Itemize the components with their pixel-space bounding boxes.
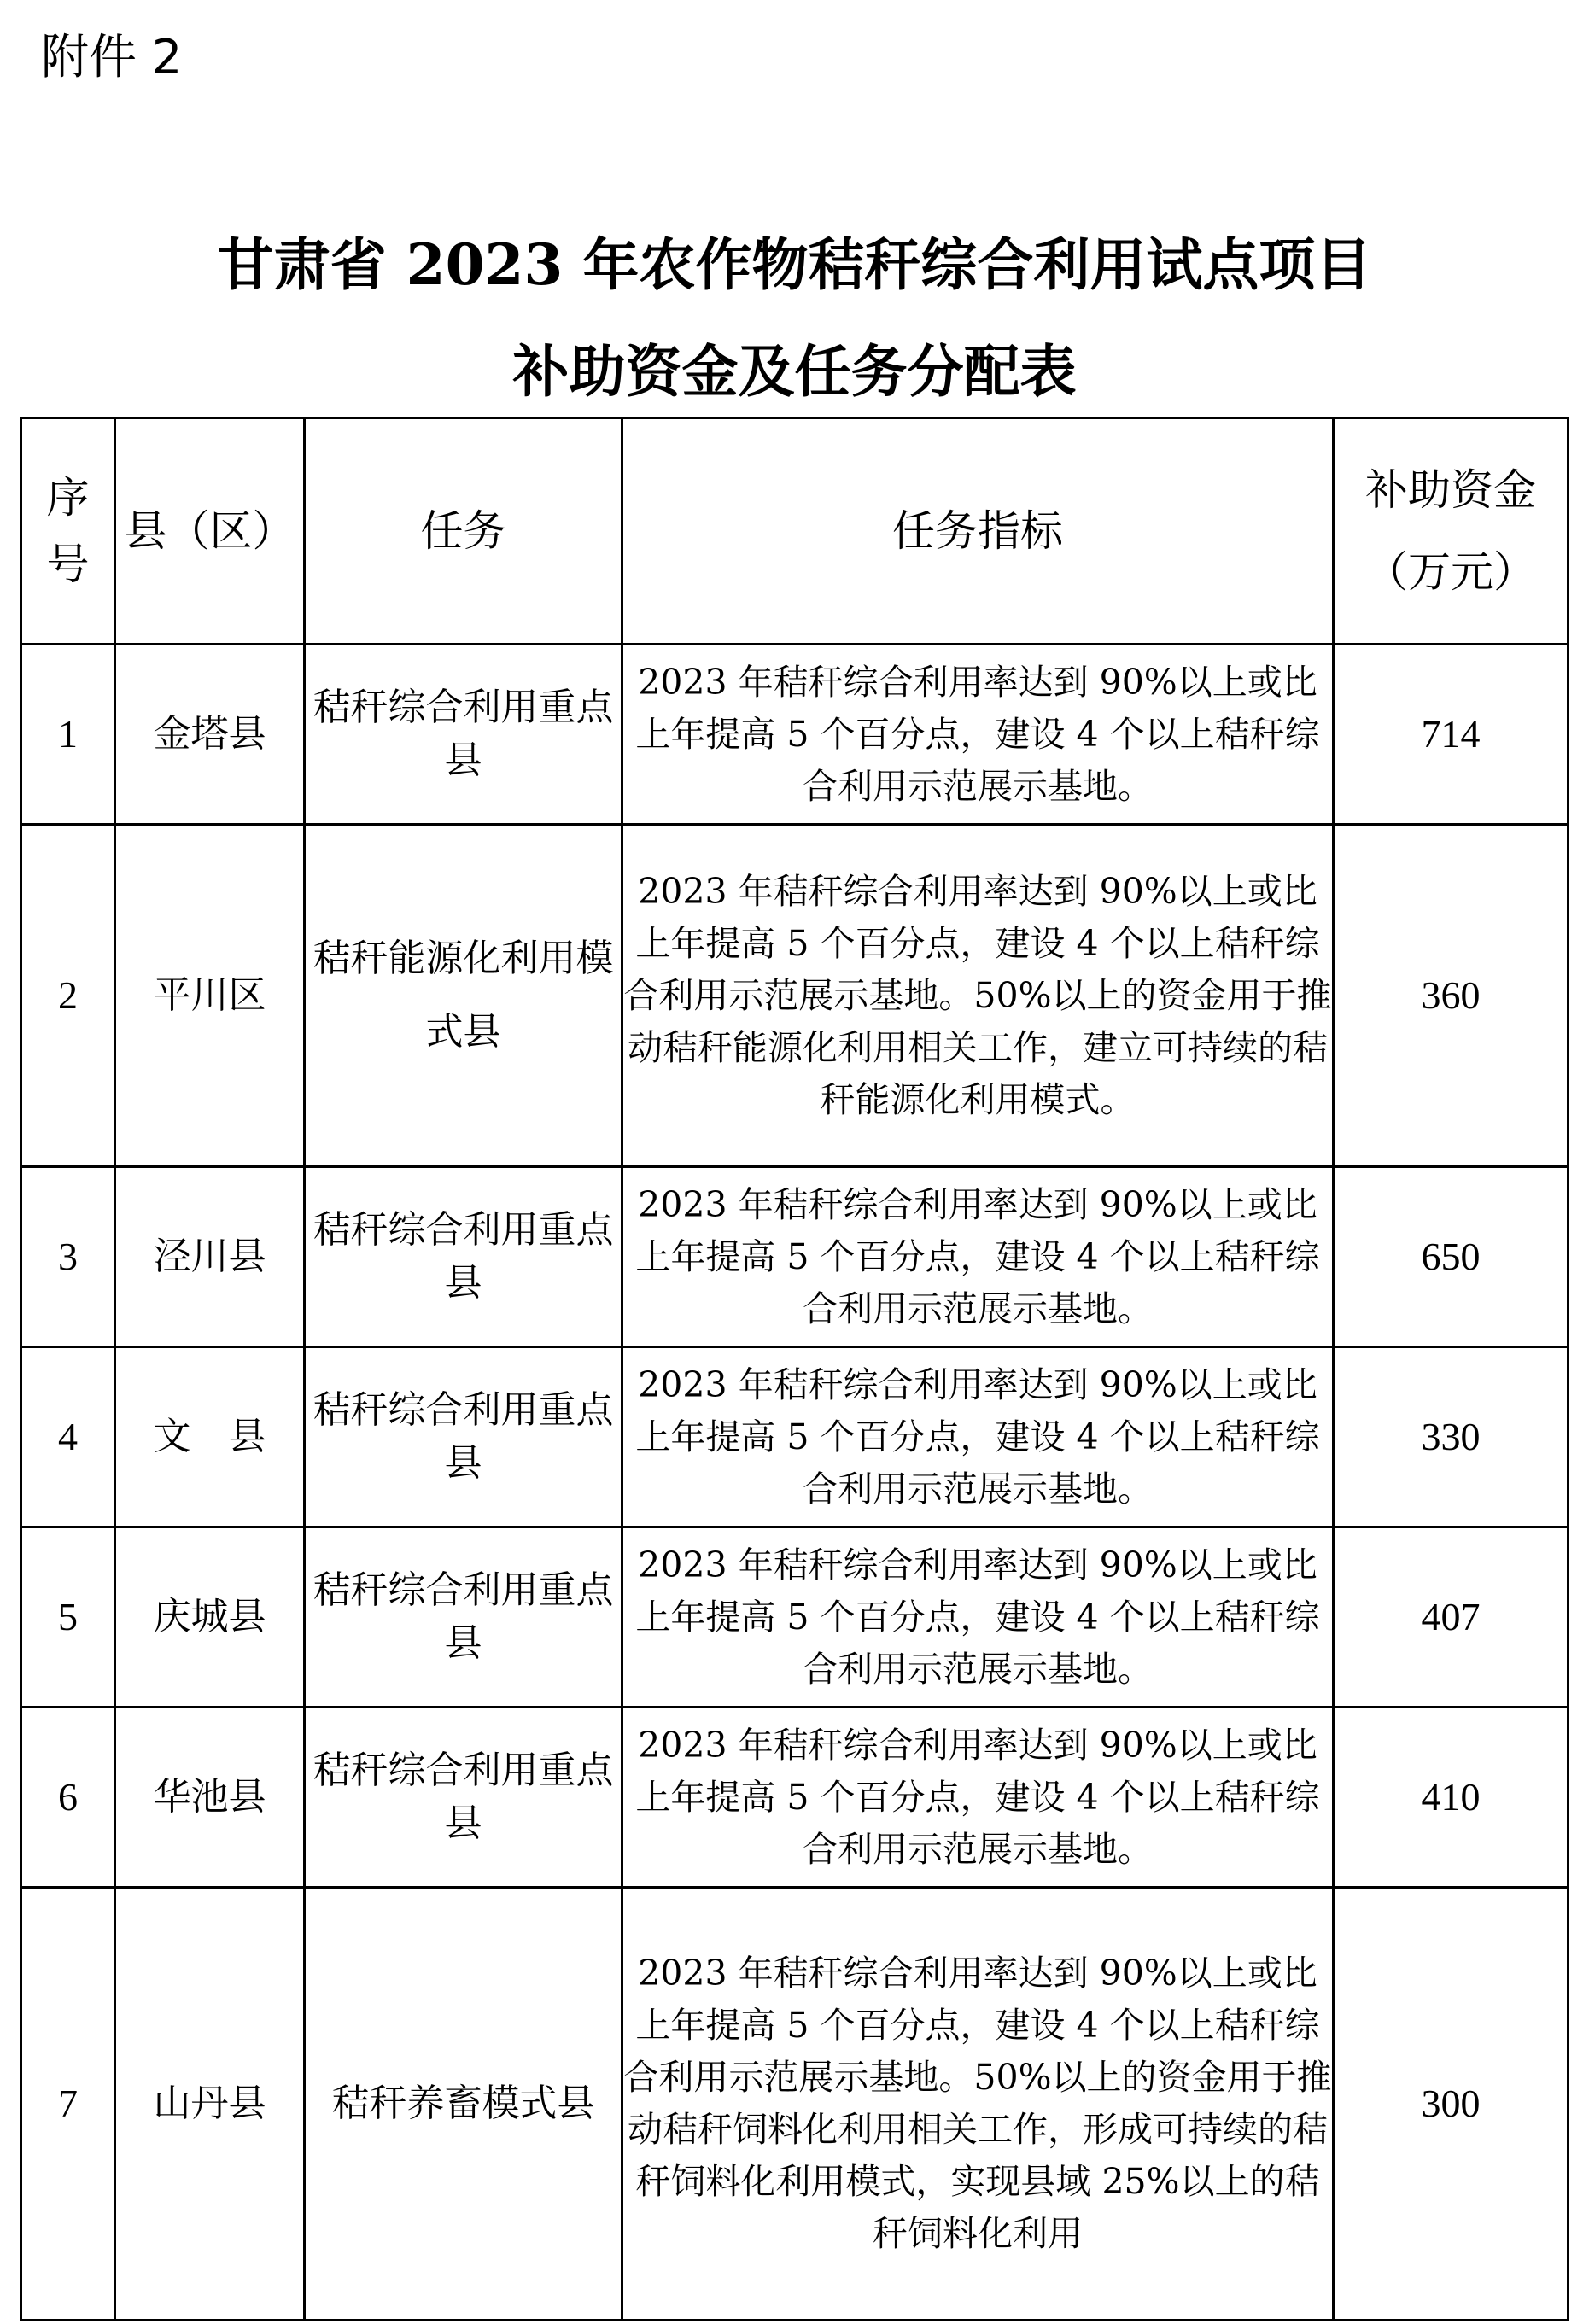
attachment-label: 附件 2 xyxy=(41,30,183,85)
cell-subsidy-fund: 300 xyxy=(1334,1888,1569,2321)
cell-indicator: 2023 年秸秆综合利用率达到 90%以上或比上年提高 5 个百分点，建设 4 个以上秸秆综合利用示范展示基地。 xyxy=(622,1527,1334,1708)
cell-subsidy-fund: 714 xyxy=(1334,645,1569,825)
header-serial-number-line-2: 号 xyxy=(46,540,90,589)
header-indicator: 任务指标 xyxy=(622,418,1334,645)
table-row xyxy=(21,825,1569,1167)
header-task: 任务 xyxy=(305,418,622,645)
cell-subsidy-fund: 360 xyxy=(1334,825,1569,1167)
document-title-line-1: 甘肃省 2023 年农作物秸秆综合利用试点项目 xyxy=(217,231,1372,298)
cell-subsidy-fund: 650 xyxy=(1334,1167,1569,1347)
cell-serial-number: 6 xyxy=(21,1708,115,1888)
header-serial-number xyxy=(21,418,115,645)
cell-county: 平川区 xyxy=(115,825,305,1167)
cell-serial-number: 1 xyxy=(21,645,115,825)
cell-serial-number: 4 xyxy=(21,1347,115,1527)
cell-county: 山丹县 xyxy=(115,1888,305,2321)
cell-subsidy-fund: 410 xyxy=(1334,1708,1569,1888)
table-row xyxy=(21,645,1569,825)
header-subsidy-fund-line-1: 补助资金 xyxy=(1365,465,1536,515)
cell-task: 秸秆综合利用重点县 xyxy=(305,1347,622,1527)
cell-serial-number: 5 xyxy=(21,1527,115,1708)
header-subsidy-fund-line-2: （万元） xyxy=(1365,547,1536,597)
cell-task: 秸秆综合利用重点县 xyxy=(305,645,622,825)
cell-serial-number: 2 xyxy=(21,825,115,1167)
cell-indicator: 2023 年秸秆综合利用率达到 90%以上或比上年提高 5 个百分点，建设 4 个以上秸秆综合利用示范展示基地。 xyxy=(622,1167,1334,1347)
cell-county: 华池县 xyxy=(115,1708,305,1888)
allocation-table xyxy=(20,417,1569,2321)
cell-indicator: 2023 年秸秆综合利用率达到 90%以上或比上年提高 5 个百分点，建设 4 个以上秸秆综合利用示范展示基地。 xyxy=(622,1347,1334,1527)
cell-subsidy-fund: 330 xyxy=(1334,1347,1569,1527)
table-header-row xyxy=(21,418,1569,645)
table-row xyxy=(21,1708,1569,1888)
header-serial-number-line-1: 序 xyxy=(46,473,90,523)
cell-serial-number: 3 xyxy=(21,1167,115,1347)
table-row xyxy=(21,1527,1569,1708)
cell-indicator: 2023 年秸秆综合利用率达到 90%以上或比上年提高 5 个百分点，建设 4 个以上秸秆综合利用示范展示基地。50%以上的资金用于推动秸秆饲料化利用相关工作，形成可持续的秸秆饲料化利用模式，实现县域 25%以上的秸秆饲料化利用 xyxy=(622,1888,1334,2321)
cell-task: 秸秆综合利用重点县 xyxy=(305,1708,622,1888)
cell-task: 秸秆综合利用重点县 xyxy=(305,1167,622,1347)
table-row xyxy=(21,1888,1569,2321)
header-subsidy-fund xyxy=(1334,418,1569,645)
cell-county: 金塔县 xyxy=(115,645,305,825)
cell-serial-number: 7 xyxy=(21,1888,115,2321)
cell-task: 秸秆养畜模式县 xyxy=(305,1888,622,2321)
document-title-line-2: 补助资金及任务分配表 xyxy=(512,338,1077,405)
cell-task: 秸秆综合利用重点县 xyxy=(305,1527,622,1708)
header-county: 县（区） xyxy=(115,418,305,645)
cell-subsidy-fund: 407 xyxy=(1334,1527,1569,1708)
cell-county: 文 县 xyxy=(115,1347,305,1527)
table-row xyxy=(21,1167,1569,1347)
cell-county: 泾川县 xyxy=(115,1167,305,1347)
cell-task: 秸秆能源化利用模式县 xyxy=(305,825,622,1167)
cell-indicator: 2023 年秸秆综合利用率达到 90%以上或比上年提高 5 个百分点，建设 4 个以上秸秆综合利用示范展示基地。50%以上的资金用于推动秸秆能源化利用相关工作，建立可持续的秸秆能源化利用模式。 xyxy=(622,825,1334,1167)
table-row xyxy=(21,1347,1569,1527)
cell-indicator: 2023 年秸秆综合利用率达到 90%以上或比上年提高 5 个百分点，建设 4 个以上秸秆综合利用示范展示基地。 xyxy=(622,645,1334,825)
cell-indicator: 2023 年秸秆综合利用率达到 90%以上或比上年提高 5 个百分点，建设 4 个以上秸秆综合利用示范展示基地。 xyxy=(622,1708,1334,1888)
cell-county: 庆城县 xyxy=(115,1527,305,1708)
